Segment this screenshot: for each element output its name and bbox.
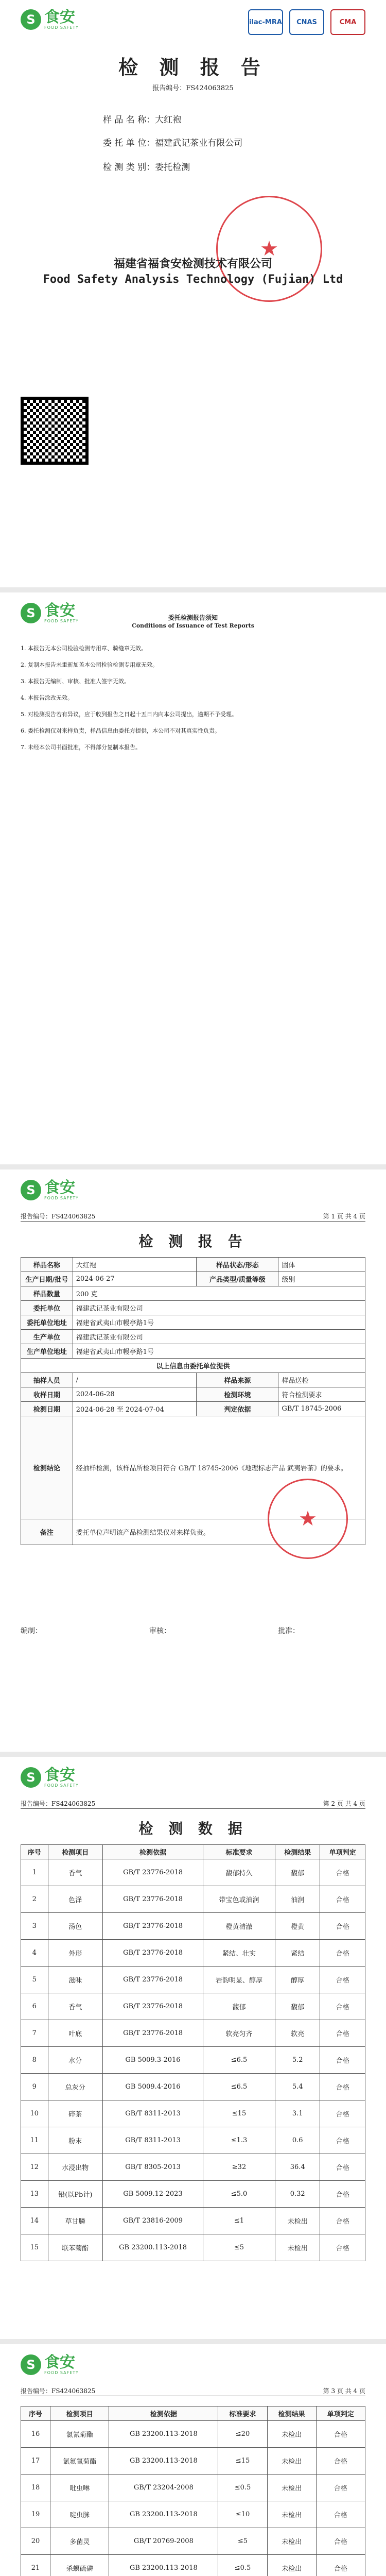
cell: / bbox=[73, 1373, 197, 1387]
cell: 合格 bbox=[320, 2181, 365, 2208]
logo-text: 食安 bbox=[44, 1178, 75, 1197]
cell: 2024-06-28 至 2024-07-04 bbox=[73, 1402, 197, 1416]
cell: 5.4 bbox=[275, 2074, 320, 2100]
cell: 6 bbox=[21, 1993, 48, 2020]
cell: GB/T 8311-2013 bbox=[103, 2127, 203, 2154]
cell: 福建省武夷山市幔亭路1号 bbox=[73, 1315, 365, 1330]
cell: 醇厚 bbox=[275, 1967, 320, 1993]
cell: 0.32 bbox=[275, 2181, 320, 2208]
cell: 生产单位地址 bbox=[21, 1344, 73, 1359]
column-header: 检测结果 bbox=[267, 2406, 316, 2421]
cell: 21 bbox=[21, 2555, 50, 2576]
column-header: 检测依据 bbox=[103, 1845, 203, 1859]
cell: ≤5.0 bbox=[203, 2181, 275, 2208]
cell: 13 bbox=[21, 2181, 48, 2208]
logo-sub: FOOD SAFETY bbox=[44, 1783, 79, 1788]
logo-sub: FOOD SAFETY bbox=[44, 1195, 79, 1200]
cell: ≤0.5 bbox=[218, 2555, 267, 2576]
sig-compile: 编制： bbox=[21, 1627, 42, 1635]
section-title: 以上信息由委托单位提供 bbox=[21, 1359, 365, 1373]
page-number: 第 3 页 共 4 页 bbox=[323, 2387, 365, 2395]
cell: 符合检测要求 bbox=[278, 1387, 365, 1402]
column-header: 序号 bbox=[21, 1845, 48, 1859]
cell: 汤色 bbox=[48, 1913, 103, 1940]
cell: GB/T 23816-2009 bbox=[103, 2208, 203, 2234]
cell: GB 23200.113-2018 bbox=[109, 2448, 218, 2475]
cell: GB/T 23776-2018 bbox=[103, 1967, 203, 1993]
cell: 油润 bbox=[275, 1886, 320, 1913]
cell: 合格 bbox=[316, 2555, 365, 2576]
cell: 未检出 bbox=[267, 2475, 316, 2501]
table-row bbox=[21, 1967, 365, 1993]
company-logo bbox=[21, 1180, 79, 1200]
cell: GB/T 23204-2008 bbox=[109, 2475, 218, 2501]
cell: 未检出 bbox=[275, 2208, 320, 2234]
cell: 杀螟硫磷 bbox=[50, 2555, 109, 2576]
table-row bbox=[21, 1993, 365, 2020]
cell: ≤6.5 bbox=[203, 2074, 275, 2100]
header-rule bbox=[21, 1808, 365, 1809]
cell: 固体 bbox=[278, 1258, 365, 1272]
cell: GB/T 23776-2018 bbox=[103, 1993, 203, 2020]
company-logo bbox=[21, 9, 79, 30]
column-header: 检测结果 bbox=[275, 1845, 320, 1859]
cell: 2024-06-28 bbox=[73, 1387, 197, 1402]
cell: 合格 bbox=[316, 2501, 365, 2528]
logo-text: 食安 bbox=[44, 1766, 75, 1784]
cell: 8 bbox=[21, 2047, 48, 2074]
cell: 合格 bbox=[320, 1859, 365, 1886]
remark-text: 委托单位声明该产品检测结果仅对来样负责。 bbox=[73, 1519, 365, 1545]
cell: 软亮 bbox=[275, 2020, 320, 2047]
logo-s-icon: S bbox=[21, 1767, 41, 1788]
cell: 备注 bbox=[21, 1519, 73, 1545]
cell: GB/T 18745-2006 bbox=[278, 1402, 365, 1416]
cert-badges bbox=[248, 9, 365, 35]
cell: 橙黄清澈 bbox=[203, 1913, 275, 1940]
report-page-2 bbox=[0, 1757, 386, 2339]
note-item: 6. 委托检测仅对来样负责，样品信息由委托方提供，本公司不对其真实性负责。 bbox=[21, 727, 220, 734]
logo-sub: FOOD SAFETY bbox=[44, 2370, 79, 2375]
cell: 14 bbox=[21, 2208, 48, 2234]
cell: 合格 bbox=[320, 2208, 365, 2234]
cell: ≤15 bbox=[203, 2100, 275, 2127]
cover-page bbox=[0, 0, 386, 587]
cover-report-no bbox=[0, 82, 386, 92]
cell: 合格 bbox=[320, 2234, 365, 2261]
cell: 碎茶 bbox=[48, 2100, 103, 2127]
table-row bbox=[21, 1272, 365, 1286]
logo-text: 食安 bbox=[44, 8, 75, 26]
cell: 啶虫脒 bbox=[50, 2501, 109, 2528]
table-row bbox=[21, 1913, 365, 1940]
cell: GB/T 20769-2008 bbox=[109, 2528, 218, 2555]
column-header: 序号 bbox=[21, 2406, 50, 2421]
table-row bbox=[21, 1859, 365, 1886]
cell: 未检出 bbox=[267, 2421, 316, 2448]
cell: 9 bbox=[21, 2074, 48, 2100]
logo-text: 食安 bbox=[44, 2353, 75, 2371]
notes-title-cn: 委托检测报告须知 bbox=[168, 614, 218, 621]
page-number: 第 2 页 共 4 页 bbox=[323, 1800, 365, 1807]
table-row bbox=[21, 1286, 365, 1301]
table-row bbox=[21, 1315, 365, 1330]
table-row bbox=[21, 2074, 365, 2100]
cell: GB 23200.113-2018 bbox=[109, 2501, 218, 2528]
cell: 检测日期 bbox=[21, 1402, 73, 1416]
cell: 橙黄 bbox=[275, 1913, 320, 1940]
cell: 合格 bbox=[320, 1913, 365, 1940]
note-item: 4. 本报告涂改无效。 bbox=[21, 694, 73, 701]
cell: 合格 bbox=[320, 2020, 365, 2047]
cell: 7 bbox=[21, 2020, 48, 2047]
column-header: 标准要求 bbox=[203, 1845, 275, 1859]
cell: 19 bbox=[21, 2501, 50, 2528]
table-row bbox=[21, 2020, 365, 2047]
cell: 20 bbox=[21, 2528, 50, 2555]
cell: GB/T 8311-2013 bbox=[103, 2100, 203, 2127]
table-row bbox=[21, 2555, 365, 2576]
table-row bbox=[21, 1344, 365, 1359]
cell: 福建武记茶业有限公司 bbox=[73, 1301, 365, 1315]
cell: 3.1 bbox=[275, 2100, 320, 2127]
cell: GB 23200.113-2018 bbox=[103, 2234, 203, 2261]
logo-text: 食安 bbox=[44, 601, 75, 620]
cell: 0.6 bbox=[275, 2127, 320, 2154]
table-row bbox=[21, 1330, 365, 1344]
table-row bbox=[21, 1387, 365, 1402]
cell: 联苯菊酯 bbox=[48, 2234, 103, 2261]
cell: 多菌灵 bbox=[50, 2528, 109, 2555]
conclusion-text: 经抽样检测，该样品所检项目符合 GB/T 18745-2006《地理标志产品 武夷岩茶》的要求。 bbox=[73, 1416, 365, 1519]
page1-title: 检 测 报 告 bbox=[138, 1233, 248, 1250]
cell: GB/T 23776-2018 bbox=[103, 1940, 203, 1967]
cell: 收样日期 bbox=[21, 1387, 73, 1402]
column-header: 标准要求 bbox=[218, 2406, 267, 2421]
cell: GB/T 8305-2013 bbox=[103, 2154, 203, 2181]
cell: 未检出 bbox=[275, 2234, 320, 2261]
cell: 合格 bbox=[320, 2127, 365, 2154]
note-item: 3. 本报告无编制、审核、批准人签字无效。 bbox=[21, 678, 130, 685]
client-label: 委 托 单 位： bbox=[103, 138, 155, 148]
page-report-no: 报告编号：FS424063825 bbox=[21, 1213, 96, 1220]
org-name-en: Food Safety Analysis Technology (Fujian) Ltd bbox=[43, 273, 343, 286]
cell: 大红袍 bbox=[73, 1258, 197, 1272]
cell: 生产日期/批号 bbox=[21, 1272, 73, 1286]
cell: 检测环境 bbox=[197, 1387, 278, 1402]
note-item: 5. 对检测报告若有异议，应于收到报告之日起十五日内向本公司提出，逾期不予受理。 bbox=[21, 711, 237, 718]
logo-s-icon: S bbox=[21, 603, 41, 623]
cell: 合格 bbox=[320, 2154, 365, 2181]
page-report-no: 报告编号：FS424063825 bbox=[21, 1800, 96, 1807]
column-header: 检测项目 bbox=[50, 2406, 109, 2421]
logo-s-icon: S bbox=[21, 9, 41, 30]
cell: 11 bbox=[21, 2127, 48, 2154]
sample-name: 大红袍 bbox=[155, 115, 182, 125]
cell: 未检出 bbox=[267, 2501, 316, 2528]
cell: 水浸出物 bbox=[48, 2154, 103, 2181]
report-page-1 bbox=[0, 1170, 386, 1752]
cma-badge: CMA bbox=[330, 9, 365, 35]
table-row bbox=[21, 2100, 365, 2127]
cell: 水分 bbox=[48, 2047, 103, 2074]
cell: 福建省武夷山市幔亭路1号 bbox=[73, 1344, 365, 1359]
note-item: 1. 本报告无本公司检验检测专用章、骑缝章无效。 bbox=[21, 645, 147, 652]
report-no-label: 报告编号： bbox=[152, 84, 186, 92]
cell: 软亮匀齐 bbox=[203, 2020, 275, 2047]
cell: 12 bbox=[21, 2154, 48, 2181]
cell: 合格 bbox=[316, 2421, 365, 2448]
column-header: 单项判定 bbox=[316, 2406, 365, 2421]
table-row bbox=[21, 1258, 365, 1272]
notes-title-en: Conditions of Issuance of Test Reports bbox=[132, 622, 254, 629]
cnas-badge: CNAS bbox=[289, 9, 324, 35]
cell: ≥32 bbox=[203, 2154, 275, 2181]
cell: 16 bbox=[21, 2421, 50, 2448]
cell: GB 5009.4-2016 bbox=[103, 2074, 203, 2100]
table-row bbox=[21, 1886, 365, 1913]
table-header-row bbox=[21, 2406, 365, 2421]
cell: 2 bbox=[21, 1886, 48, 1913]
report-no: FS424063825 bbox=[186, 84, 234, 92]
table-header-row bbox=[21, 1845, 365, 1859]
notes-list bbox=[21, 644, 365, 759]
cell: 未检出 bbox=[267, 2528, 316, 2555]
cell: 总灰分 bbox=[48, 2074, 103, 2100]
cell: 样品状态/形态 bbox=[197, 1258, 278, 1272]
column-header: 检测项目 bbox=[48, 1845, 103, 1859]
official-seal: ★ bbox=[216, 196, 322, 302]
ilac-badge: ilac-MRA bbox=[248, 9, 283, 35]
cell: 氯氰菊酯 bbox=[50, 2421, 109, 2448]
cell: ≤1 bbox=[203, 2208, 275, 2234]
cell: 色泽 bbox=[48, 1886, 103, 1913]
table-row bbox=[21, 2127, 365, 2154]
notes-page bbox=[0, 592, 386, 1164]
cell: 200 克 bbox=[73, 1286, 365, 1301]
client-name: 福建武记茶业有限公司 bbox=[155, 138, 243, 148]
company-logo bbox=[21, 1767, 79, 1788]
cell: 18 bbox=[21, 2475, 50, 2501]
table-row bbox=[21, 2528, 365, 2555]
cell: 5.2 bbox=[275, 2047, 320, 2074]
sample-label: 样 品 名 称： bbox=[103, 115, 155, 125]
type-row bbox=[103, 160, 190, 173]
cell: 馥郁持久 bbox=[203, 1859, 275, 1886]
cell: 馥郁 bbox=[275, 1859, 320, 1886]
cell: ≤1.3 bbox=[203, 2127, 275, 2154]
table-row bbox=[21, 2448, 365, 2475]
page-report-no: 报告编号：FS424063825 bbox=[21, 2387, 96, 2395]
cell: 合格 bbox=[320, 1886, 365, 1913]
cell: 生产单位 bbox=[21, 1330, 73, 1344]
note-item: 2. 复制本报告未重新加盖本公司检验检测专用章无效。 bbox=[21, 662, 158, 668]
cell: 产品类型/质量等级 bbox=[197, 1272, 278, 1286]
cell: 香气 bbox=[48, 1859, 103, 1886]
report-page-3 bbox=[0, 2344, 386, 2576]
cell: ≤20 bbox=[218, 2421, 267, 2448]
column-header: 单项判定 bbox=[320, 1845, 365, 1859]
cell: 样品送检 bbox=[278, 1373, 365, 1387]
cell: 合格 bbox=[320, 1967, 365, 1993]
cell: 岩韵明显、醇厚 bbox=[203, 1967, 275, 1993]
cell: 样品来源 bbox=[197, 1373, 278, 1387]
test-data-table bbox=[21, 2406, 365, 2576]
sig-approve: 批准： bbox=[278, 1627, 300, 1635]
cell: 氯氟氰菊酯 bbox=[50, 2448, 109, 2475]
table-row bbox=[21, 2181, 365, 2208]
cell: 合格 bbox=[320, 1940, 365, 1967]
table-row bbox=[21, 1373, 365, 1387]
cell: 馥郁 bbox=[275, 1993, 320, 2020]
cell: 馥郁 bbox=[203, 1993, 275, 2020]
table-row bbox=[21, 1402, 365, 1416]
table-row bbox=[21, 1359, 365, 1373]
cell: GB 5009.3-2016 bbox=[103, 2047, 203, 2074]
cell: 紧结、壮实 bbox=[203, 1940, 275, 1967]
header-rule bbox=[21, 1221, 365, 1222]
cell: 合格 bbox=[320, 2100, 365, 2127]
cover-title: 检 测 报 告 bbox=[118, 56, 268, 79]
cell: 委托单位地址 bbox=[21, 1315, 73, 1330]
table-row bbox=[21, 2421, 365, 2448]
column-header: 检测依据 bbox=[109, 2406, 218, 2421]
cell: ≤5 bbox=[218, 2528, 267, 2555]
sample-row bbox=[103, 112, 181, 125]
cell: 36.4 bbox=[275, 2154, 320, 2181]
cell: GB 23200.113-2018 bbox=[109, 2421, 218, 2448]
cell: 铅(以Pb计) bbox=[48, 2181, 103, 2208]
table-row bbox=[21, 2234, 365, 2261]
cell: GB/T 23776-2018 bbox=[103, 1859, 203, 1886]
cell: 香气 bbox=[48, 1993, 103, 2020]
cell: 合格 bbox=[316, 2448, 365, 2475]
cell: 10 bbox=[21, 2100, 48, 2127]
cell: 合格 bbox=[320, 2074, 365, 2100]
logo-sub: FOOD SAFETY bbox=[44, 25, 79, 30]
table-row bbox=[21, 2475, 365, 2501]
cell: 未检出 bbox=[267, 2448, 316, 2475]
logo-sub: FOOD SAFETY bbox=[44, 618, 79, 623]
cell: 抽样人员 bbox=[21, 1373, 73, 1387]
cell: ≤10 bbox=[218, 2501, 267, 2528]
cell: 福建武记茶业有限公司 bbox=[73, 1330, 365, 1344]
cell: 2024-06-27 bbox=[73, 1272, 197, 1286]
sig-review: 审核： bbox=[149, 1627, 171, 1635]
table-row bbox=[21, 1940, 365, 1967]
test-type: 委托检测 bbox=[155, 162, 190, 173]
org-name-cn: 福建省福食安检测技术有限公司 bbox=[113, 257, 272, 270]
cell: 样品数量 bbox=[21, 1286, 73, 1301]
cell: 带宝色或油润 bbox=[203, 1886, 275, 1913]
cell: ≤6.5 bbox=[203, 2047, 275, 2074]
cell: ≤15 bbox=[218, 2448, 267, 2475]
cell: 判定依据 bbox=[197, 1402, 278, 1416]
cell: ≤0.5 bbox=[218, 2475, 267, 2501]
cell: 1 bbox=[21, 1859, 48, 1886]
cell: 合格 bbox=[316, 2475, 365, 2501]
type-label: 检 测 类 别： bbox=[103, 162, 155, 173]
cell: 合格 bbox=[320, 2047, 365, 2074]
cell: 叶底 bbox=[48, 2020, 103, 2047]
table-row bbox=[21, 2154, 365, 2181]
logo-s-icon: S bbox=[21, 1180, 41, 1200]
cell: 委托单位 bbox=[21, 1301, 73, 1315]
cell: 4 bbox=[21, 1940, 48, 1967]
cell: 17 bbox=[21, 2448, 50, 2475]
cell: 15 bbox=[21, 2234, 48, 2261]
official-seal: ★ bbox=[268, 1479, 348, 1559]
table-row bbox=[21, 1301, 365, 1315]
cell: 外形 bbox=[48, 1940, 103, 1967]
company-logo bbox=[21, 2354, 79, 2375]
cell: GB 23200.113-2018 bbox=[109, 2555, 218, 2576]
cell: GB/T 23776-2018 bbox=[103, 1886, 203, 1913]
cell: 5 bbox=[21, 1967, 48, 1993]
cell: 检测结论 bbox=[21, 1416, 73, 1519]
cell: 样品名称 bbox=[21, 1258, 73, 1272]
cell: 合格 bbox=[320, 1993, 365, 2020]
test-data-table bbox=[21, 1844, 365, 2261]
page-number: 第 1 页 共 4 页 bbox=[323, 1213, 365, 1220]
table-row bbox=[21, 2501, 365, 2528]
cell: GB/T 23776-2018 bbox=[103, 1913, 203, 1940]
cell: 级别 bbox=[278, 1272, 365, 1286]
cell: 未检出 bbox=[267, 2555, 316, 2576]
cell: ≤5 bbox=[203, 2234, 275, 2261]
cell: 粉末 bbox=[48, 2127, 103, 2154]
logo-s-icon: S bbox=[21, 2354, 41, 2375]
page2-title: 检 测 数 据 bbox=[138, 1820, 248, 1837]
table-row bbox=[21, 2047, 365, 2074]
cell: GB 5009.12-2023 bbox=[103, 2181, 203, 2208]
cell: 草甘膦 bbox=[48, 2208, 103, 2234]
cell: 滋味 bbox=[48, 1967, 103, 1993]
cell: 紧结 bbox=[275, 1940, 320, 1967]
cell: 吡虫啉 bbox=[50, 2475, 109, 2501]
table-row bbox=[21, 2208, 365, 2234]
cell: GB/T 23776-2018 bbox=[103, 2020, 203, 2047]
cell: 合格 bbox=[316, 2528, 365, 2555]
qr-code bbox=[21, 397, 89, 465]
cell: 3 bbox=[21, 1913, 48, 1940]
client-row bbox=[103, 135, 242, 148]
note-item: 7. 未经本公司书面批准，不得部分复制本报告。 bbox=[21, 744, 141, 751]
